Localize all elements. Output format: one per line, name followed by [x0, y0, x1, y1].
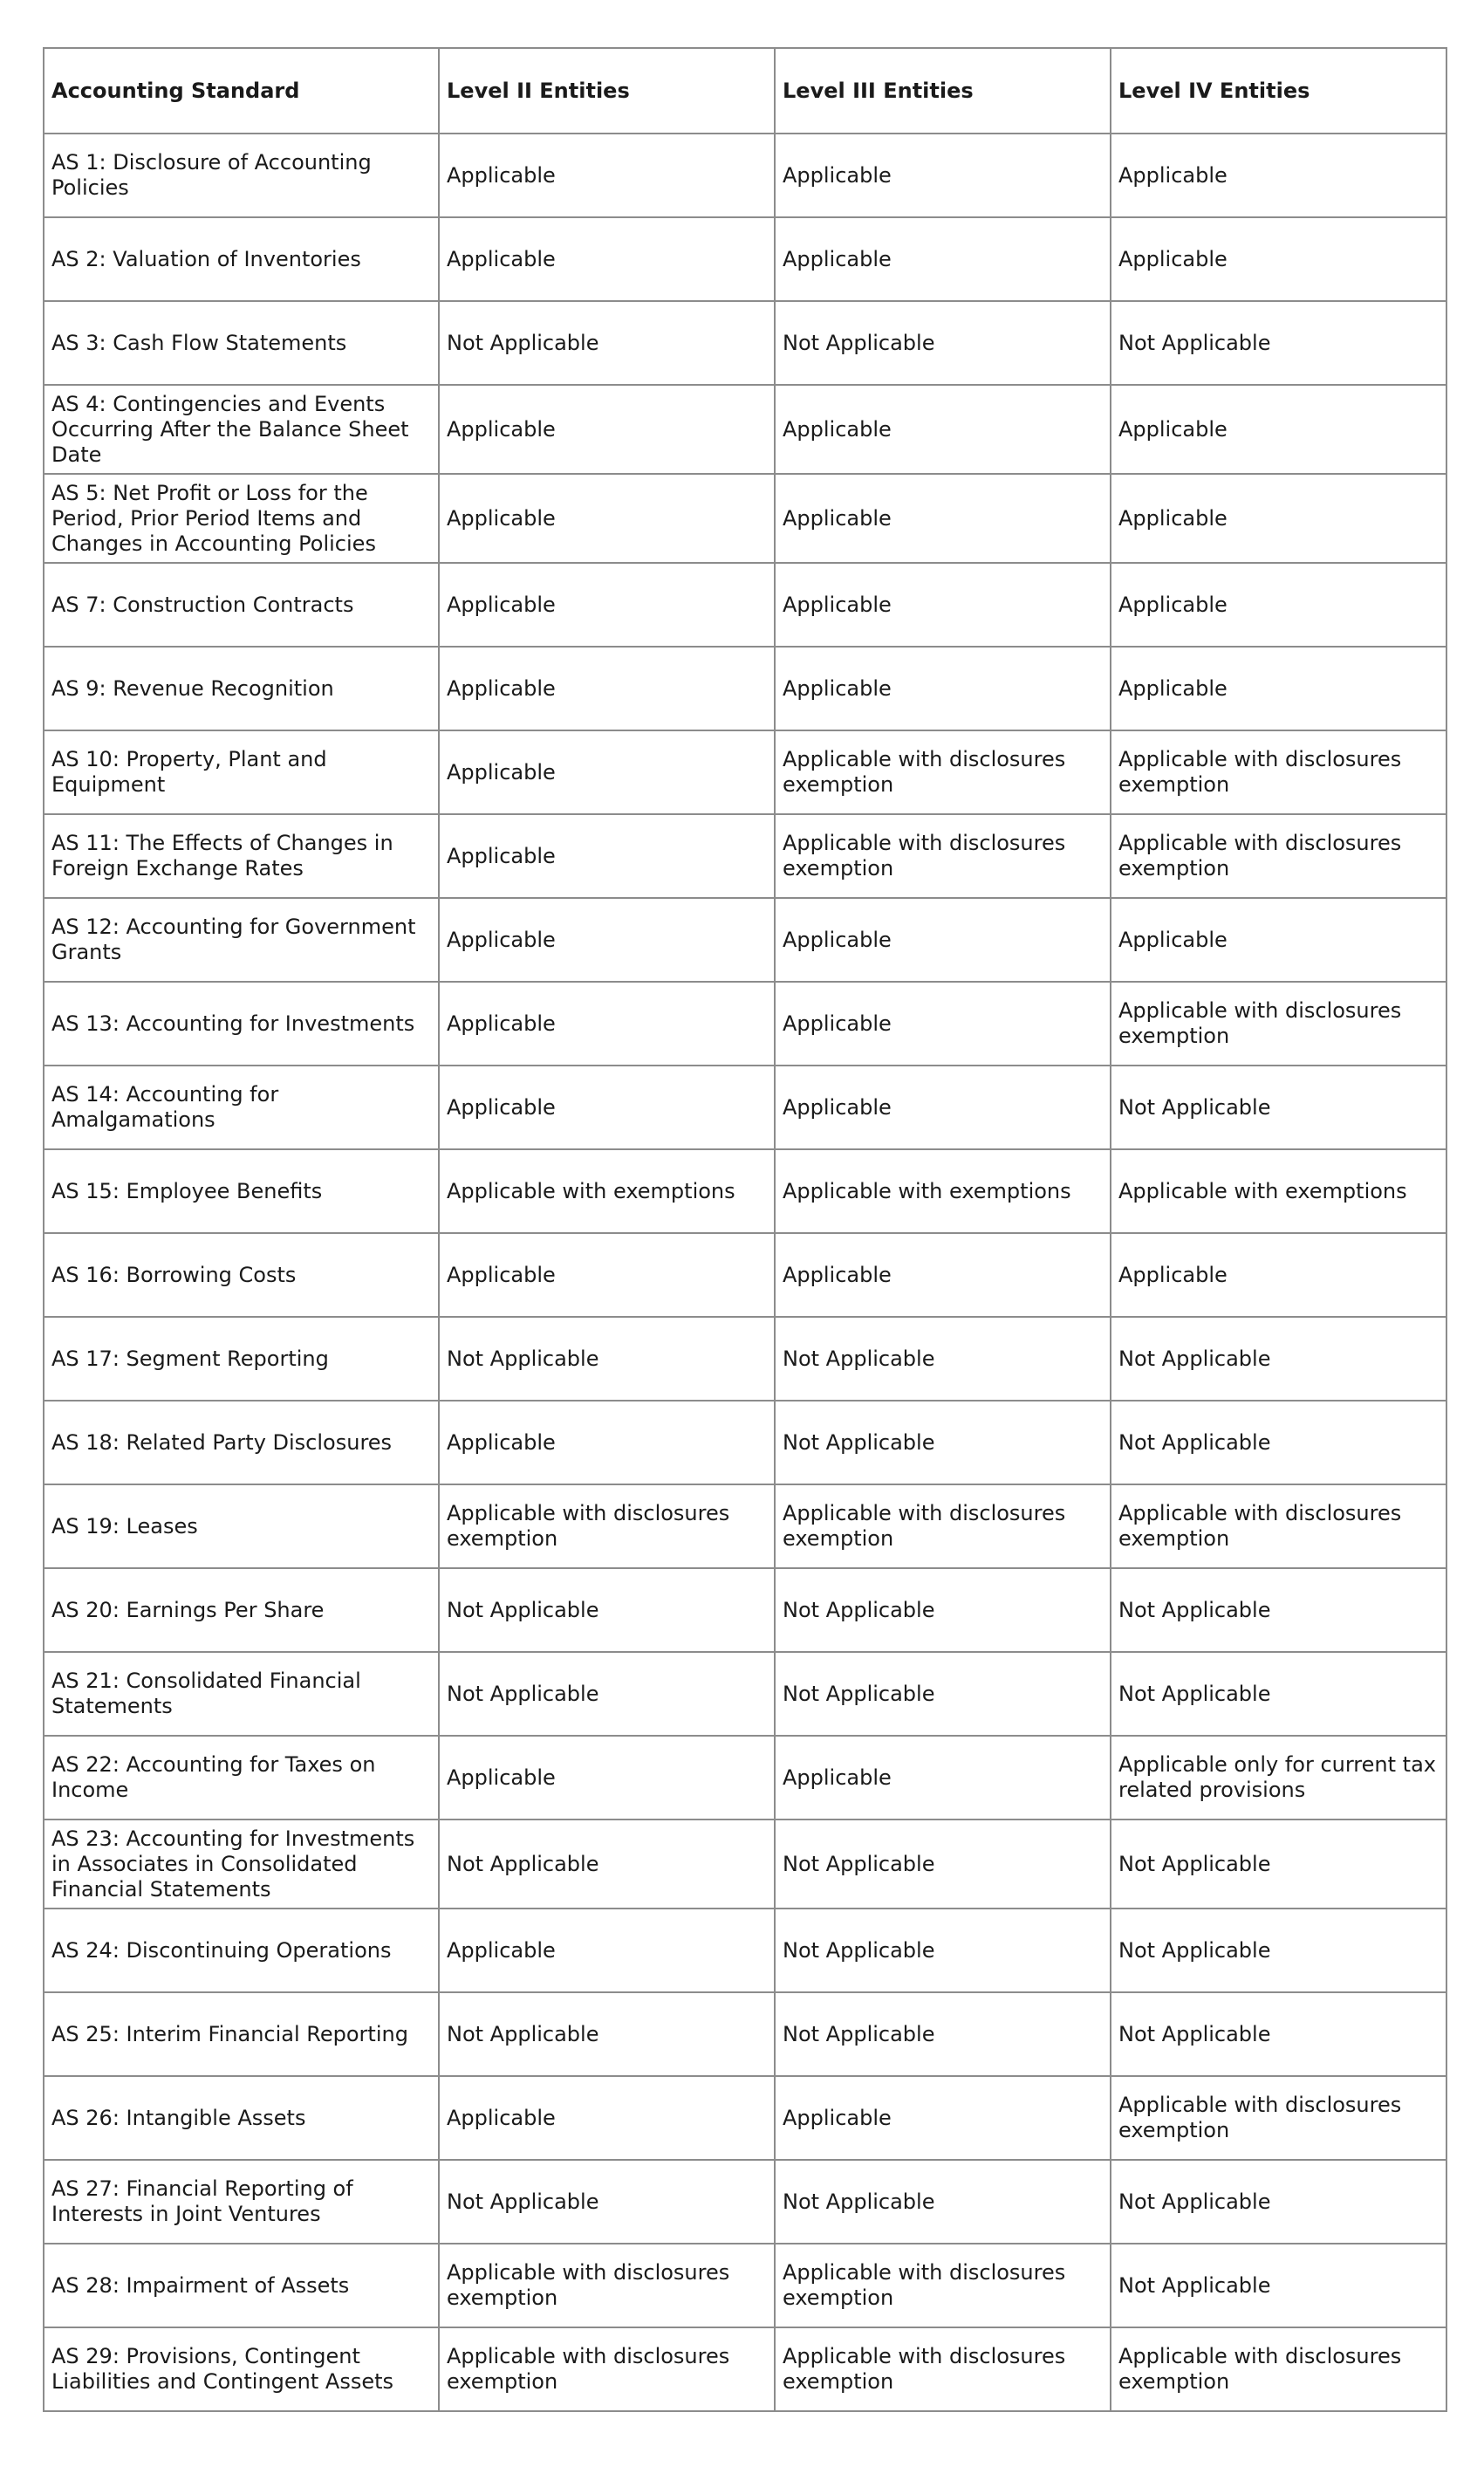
table-row	[44, 1909, 1446, 1992]
table-row	[44, 1992, 1446, 2076]
table-row	[44, 1652, 1446, 1736]
table-row	[44, 385, 1446, 474]
level-iii-cell: Applicable	[775, 898, 1111, 982]
standard-cell: AS 20: Earnings Per Share	[44, 1568, 439, 1652]
level-iv-cell: Applicable with disclosures exemption	[1111, 1484, 1446, 1568]
level-ii-cell: Not Applicable	[439, 1317, 775, 1401]
table-row	[44, 474, 1446, 563]
level-iv-cell: Not Applicable	[1111, 1317, 1446, 1401]
level-iv-cell: Applicable with disclosures exemption	[1111, 2327, 1446, 2411]
table-row	[44, 1401, 1446, 1484]
standard-cell: AS 23: Accounting for Investments in Associates in Consolidated Financial Statements	[44, 1820, 439, 1909]
standard-cell: AS 2: Valuation of Inventories	[44, 217, 439, 301]
level-ii-cell: Applicable	[439, 730, 775, 814]
level-iii-cell: Applicable	[775, 982, 1111, 1066]
level-iii-cell: Not Applicable	[775, 1820, 1111, 1909]
standard-cell: AS 3: Cash Flow Statements	[44, 301, 439, 385]
standard-cell: AS 9: Revenue Recognition	[44, 647, 439, 730]
table-row	[44, 2076, 1446, 2160]
level-iv-cell: Applicable	[1111, 898, 1446, 982]
level-iv-cell: Not Applicable	[1111, 1568, 1446, 1652]
table-row	[44, 134, 1446, 217]
level-iv-cell: Applicable	[1111, 647, 1446, 730]
standard-cell: AS 17: Segment Reporting	[44, 1317, 439, 1401]
level-iv-cell: Applicable	[1111, 385, 1446, 474]
level-ii-cell: Applicable	[439, 217, 775, 301]
standard-cell: AS 13: Accounting for Investments	[44, 982, 439, 1066]
level-iv-cell: Applicable	[1111, 134, 1446, 217]
level-ii-cell: Applicable	[439, 1066, 775, 1149]
level-iii-cell: Not Applicable	[775, 1568, 1111, 1652]
standard-cell: AS 4: Contingencies and Events Occurring After the Balance Sheet Date	[44, 385, 439, 474]
table-header-row	[44, 48, 1446, 134]
standard-cell: AS 18: Related Party Disclosures	[44, 1401, 439, 1484]
level-iv-cell: Not Applicable	[1111, 1909, 1446, 1992]
table-row	[44, 1568, 1446, 1652]
standard-cell: AS 1: Disclosure of Accounting Policies	[44, 134, 439, 217]
level-iv-cell: Not Applicable	[1111, 1820, 1446, 1909]
standard-cell: AS 10: Property, Plant and Equipment	[44, 730, 439, 814]
level-iii-cell: Applicable with disclosures exemption	[775, 2244, 1111, 2327]
level-iv-cell: Applicable with exemptions	[1111, 1149, 1446, 1233]
level-iii-cell: Not Applicable	[775, 1992, 1111, 2076]
table-row	[44, 647, 1446, 730]
level-iv-cell: Not Applicable	[1111, 1652, 1446, 1736]
header-accounting-standard: Accounting Standard	[44, 48, 439, 134]
standard-cell: AS 5: Net Profit or Loss for the Period, Prior Period Items and Changes in Accounting Policies	[44, 474, 439, 563]
level-iii-cell: Applicable	[775, 385, 1111, 474]
level-iii-cell: Applicable with disclosures exemption	[775, 814, 1111, 898]
level-ii-cell: Not Applicable	[439, 1568, 775, 1652]
level-iv-cell: Not Applicable	[1111, 1992, 1446, 2076]
level-ii-cell: Applicable	[439, 1736, 775, 1820]
table-row	[44, 217, 1446, 301]
level-iii-cell: Applicable	[775, 1233, 1111, 1317]
table-row	[44, 730, 1446, 814]
level-iii-cell: Not Applicable	[775, 2160, 1111, 2244]
level-iv-cell: Applicable with disclosures exemption	[1111, 730, 1446, 814]
standard-cell: AS 19: Leases	[44, 1484, 439, 1568]
level-iv-cell: Applicable with disclosures exemption	[1111, 814, 1446, 898]
standard-cell: AS 28: Impairment of Assets	[44, 2244, 439, 2327]
level-ii-cell: Applicable with disclosures exemption	[439, 2244, 775, 2327]
level-ii-cell: Not Applicable	[439, 2160, 775, 2244]
standard-cell: AS 24: Discontinuing Operations	[44, 1909, 439, 1992]
table-row	[44, 2327, 1446, 2411]
table-row	[44, 898, 1446, 982]
level-ii-cell: Applicable	[439, 563, 775, 647]
level-iv-cell: Not Applicable	[1111, 301, 1446, 385]
level-iv-cell: Not Applicable	[1111, 2244, 1446, 2327]
level-iii-cell: Applicable	[775, 1736, 1111, 1820]
level-iv-cell: Applicable only for current tax related provisions	[1111, 1736, 1446, 1820]
standard-cell: AS 11: The Effects of Changes in Foreign Exchange Rates	[44, 814, 439, 898]
table-row	[44, 1149, 1446, 1233]
level-iii-cell: Applicable with disclosures exemption	[775, 730, 1111, 814]
level-ii-cell: Applicable	[439, 474, 775, 563]
standard-cell: AS 22: Accounting for Taxes on Income	[44, 1736, 439, 1820]
standard-cell: AS 25: Interim Financial Reporting	[44, 1992, 439, 2076]
level-iii-cell: Applicable	[775, 647, 1111, 730]
level-iii-cell: Applicable with exemptions	[775, 1149, 1111, 1233]
level-ii-cell: Applicable	[439, 134, 775, 217]
standard-cell: AS 7: Construction Contracts	[44, 563, 439, 647]
table-row	[44, 1736, 1446, 1820]
level-ii-cell: Not Applicable	[439, 1652, 775, 1736]
level-iv-cell: Applicable	[1111, 1233, 1446, 1317]
header-level-iii-entities: Level III Entities	[775, 48, 1111, 134]
table-row	[44, 1317, 1446, 1401]
level-ii-cell: Not Applicable	[439, 1820, 775, 1909]
level-iii-cell: Not Applicable	[775, 1317, 1111, 1401]
standard-cell: AS 12: Accounting for Government Grants	[44, 898, 439, 982]
level-iii-cell: Not Applicable	[775, 1401, 1111, 1484]
level-iii-cell: Applicable	[775, 217, 1111, 301]
level-ii-cell: Applicable	[439, 982, 775, 1066]
level-iv-cell: Applicable with disclosures exemption	[1111, 2076, 1446, 2160]
standard-cell: AS 16: Borrowing Costs	[44, 1233, 439, 1317]
standard-cell: AS 14: Accounting for Amalgamations	[44, 1066, 439, 1149]
level-ii-cell: Applicable	[439, 898, 775, 982]
standard-cell: AS 27: Financial Reporting of Interests in Joint Ventures	[44, 2160, 439, 2244]
level-ii-cell: Applicable with exemptions	[439, 1149, 775, 1233]
level-iii-cell: Applicable with disclosures exemption	[775, 2327, 1111, 2411]
table-row	[44, 2160, 1446, 2244]
table-row	[44, 563, 1446, 647]
table-row	[44, 1066, 1446, 1149]
level-ii-cell: Applicable with disclosures exemption	[439, 2327, 775, 2411]
level-iii-cell: Applicable	[775, 1066, 1111, 1149]
level-iv-cell: Applicable with disclosures exemption	[1111, 982, 1446, 1066]
table-body	[44, 134, 1446, 2411]
level-iv-cell: Not Applicable	[1111, 1066, 1446, 1149]
table-row	[44, 814, 1446, 898]
table-row	[44, 301, 1446, 385]
accounting-standards-table	[43, 47, 1447, 2412]
level-iii-cell: Applicable with disclosures exemption	[775, 1484, 1111, 1568]
level-iii-cell: Applicable	[775, 563, 1111, 647]
level-iv-cell: Applicable	[1111, 474, 1446, 563]
level-iii-cell: Not Applicable	[775, 301, 1111, 385]
level-iv-cell: Applicable	[1111, 217, 1446, 301]
level-ii-cell: Applicable	[439, 814, 775, 898]
table-row	[44, 1820, 1446, 1909]
level-ii-cell: Applicable with disclosures exemption	[439, 1484, 775, 1568]
level-ii-cell: Applicable	[439, 1401, 775, 1484]
table-row	[44, 1484, 1446, 1568]
standard-cell: AS 21: Consolidated Financial Statements	[44, 1652, 439, 1736]
level-ii-cell: Not Applicable	[439, 1992, 775, 2076]
level-ii-cell: Applicable	[439, 2076, 775, 2160]
level-iii-cell: Applicable	[775, 2076, 1111, 2160]
level-iv-cell: Not Applicable	[1111, 2160, 1446, 2244]
standard-cell: AS 26: Intangible Assets	[44, 2076, 439, 2160]
level-iii-cell: Not Applicable	[775, 1909, 1111, 1992]
header-level-iv-entities: Level IV Entities	[1111, 48, 1446, 134]
level-ii-cell: Applicable	[439, 1909, 775, 1992]
level-iii-cell: Applicable	[775, 134, 1111, 217]
level-iv-cell: Applicable	[1111, 563, 1446, 647]
table-row	[44, 1233, 1446, 1317]
level-iii-cell: Not Applicable	[775, 1652, 1111, 1736]
table-row	[44, 2244, 1446, 2327]
level-iii-cell: Applicable	[775, 474, 1111, 563]
standard-cell: AS 15: Employee Benefits	[44, 1149, 439, 1233]
level-ii-cell: Applicable	[439, 1233, 775, 1317]
table-row	[44, 982, 1446, 1066]
level-ii-cell: Applicable	[439, 647, 775, 730]
level-iv-cell: Not Applicable	[1111, 1401, 1446, 1484]
level-ii-cell: Applicable	[439, 385, 775, 474]
level-ii-cell: Not Applicable	[439, 301, 775, 385]
standard-cell: AS 29: Provisions, Contingent Liabilities and Contingent Assets	[44, 2327, 439, 2411]
header-level-ii-entities: Level II Entities	[439, 48, 775, 134]
